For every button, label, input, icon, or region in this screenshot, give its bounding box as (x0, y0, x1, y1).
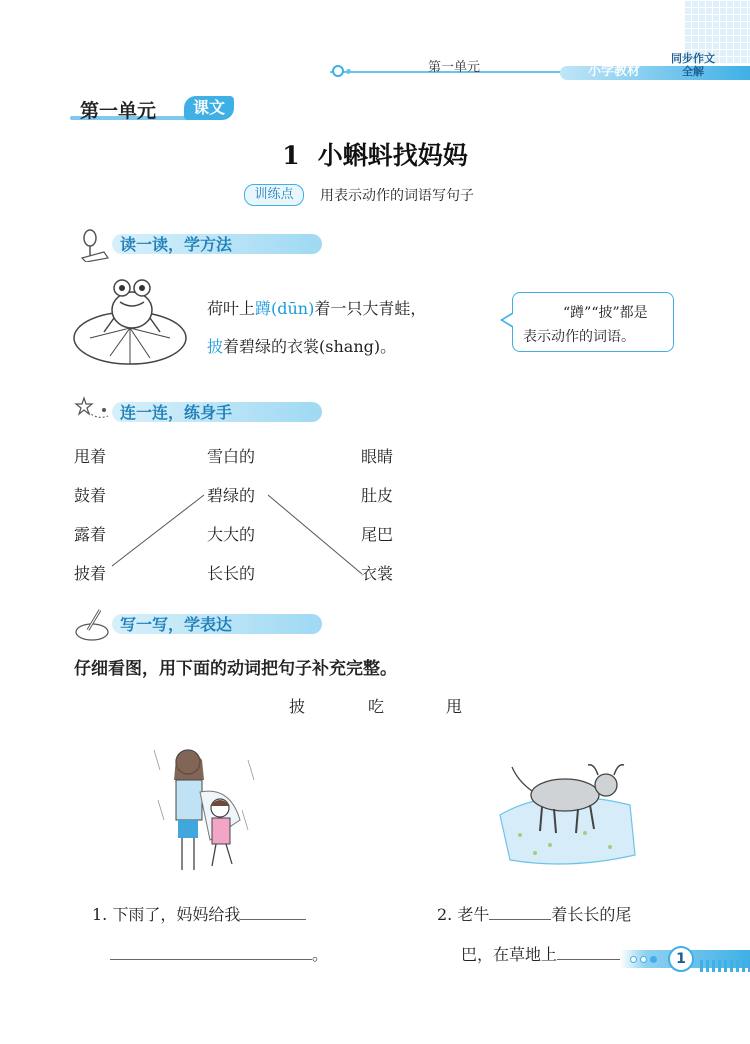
lesson-number: 1 (282, 141, 300, 170)
question-1-end: 。 (312, 945, 329, 964)
match-line-pi-bilv (112, 495, 204, 566)
match-line-bilv-yishang (268, 495, 362, 574)
section-write-title: 写一写，学表达 (120, 615, 233, 634)
section-match-title: 连一连，练身手 (120, 403, 233, 422)
header-brand: 小学教材 (588, 64, 641, 79)
question-1-text: 1. 下雨了，妈妈给我 (92, 905, 241, 924)
read-line2-after: 着碧绿的衣裳(shang)。 (223, 337, 397, 356)
verb-option: 吃 (368, 697, 385, 716)
unit-tag-keyword: 课文 (184, 96, 234, 120)
read-line1-before: 荷叶上 (207, 299, 256, 318)
lesson-title-text: 小蝌蚪找妈妈 (317, 141, 468, 170)
match-col2-item[interactable]: 大大的 (207, 525, 256, 544)
tip-bubble-line1: “蹲”“披”都是 (563, 305, 648, 321)
mother-child-rain-illustration (150, 740, 260, 880)
match-col1-item[interactable]: 披着 (74, 564, 107, 583)
match-col3-item[interactable]: 眼睛 (361, 447, 394, 466)
read-line1-highlight: 蹲(dūn) (255, 299, 315, 318)
question-1-line1 (92, 902, 306, 925)
read-line2-highlight: 披 (207, 337, 224, 356)
verb-option: 披 (289, 697, 306, 716)
read-line1-after: 着一只大青蛙， (314, 299, 427, 318)
question-2-blank-a[interactable] (489, 903, 551, 920)
pencil-paper-icon (74, 606, 114, 642)
training-point-text: 用表示动作的词语写句子 (320, 188, 474, 204)
match-col1-item[interactable]: 甩着 (74, 447, 107, 466)
training-point-pill: 训练点 (244, 184, 304, 206)
header-badge-line2: 全解 (682, 65, 704, 78)
question-2-line1 (437, 902, 631, 925)
question-2-text: 2. 老牛 (437, 905, 490, 924)
footer-dot-icon (630, 956, 637, 963)
write-instruction: 仔细看图，用下面的动词把句子补充完整。 (74, 659, 397, 679)
header-unit-label: 第一单元 (428, 60, 481, 75)
question-2-line2-text: 巴，在草地上 (461, 945, 558, 964)
question-1-blank-b[interactable] (110, 943, 312, 960)
section-read-title: 读一读，学方法 (120, 235, 233, 254)
question-1-blank-a[interactable] (240, 903, 306, 920)
header-badge-line1: 同步作文 (671, 52, 715, 65)
footer-stripes (700, 960, 750, 972)
match-col2-item[interactable]: 碧绿的 (207, 486, 256, 505)
footer-dot-icon (650, 956, 657, 963)
ox-on-grass-illustration (490, 755, 640, 870)
unit-tag-label: 第一单元 (80, 100, 157, 122)
match-col1-item[interactable]: 露着 (74, 525, 107, 544)
match-col3-item[interactable]: 衣裳 (361, 564, 394, 583)
match-col3-item[interactable]: 肚皮 (361, 486, 394, 505)
match-col2-item[interactable]: 长长的 (207, 564, 256, 583)
page-number: 1 (668, 946, 694, 972)
match-col2-item[interactable]: 雪白的 (207, 447, 256, 466)
footer-dot-icon (640, 956, 647, 963)
question-2-mid: 着长长的尾 (551, 905, 632, 924)
verb-option: 甩 (446, 697, 463, 716)
match-col1-item[interactable]: 鼓着 (74, 486, 107, 505)
match-col3-item[interactable]: 尾巴 (361, 525, 394, 544)
tip-bubble-line2: 表示动作的词语。 (523, 329, 635, 345)
question-1-line2 (110, 942, 328, 965)
